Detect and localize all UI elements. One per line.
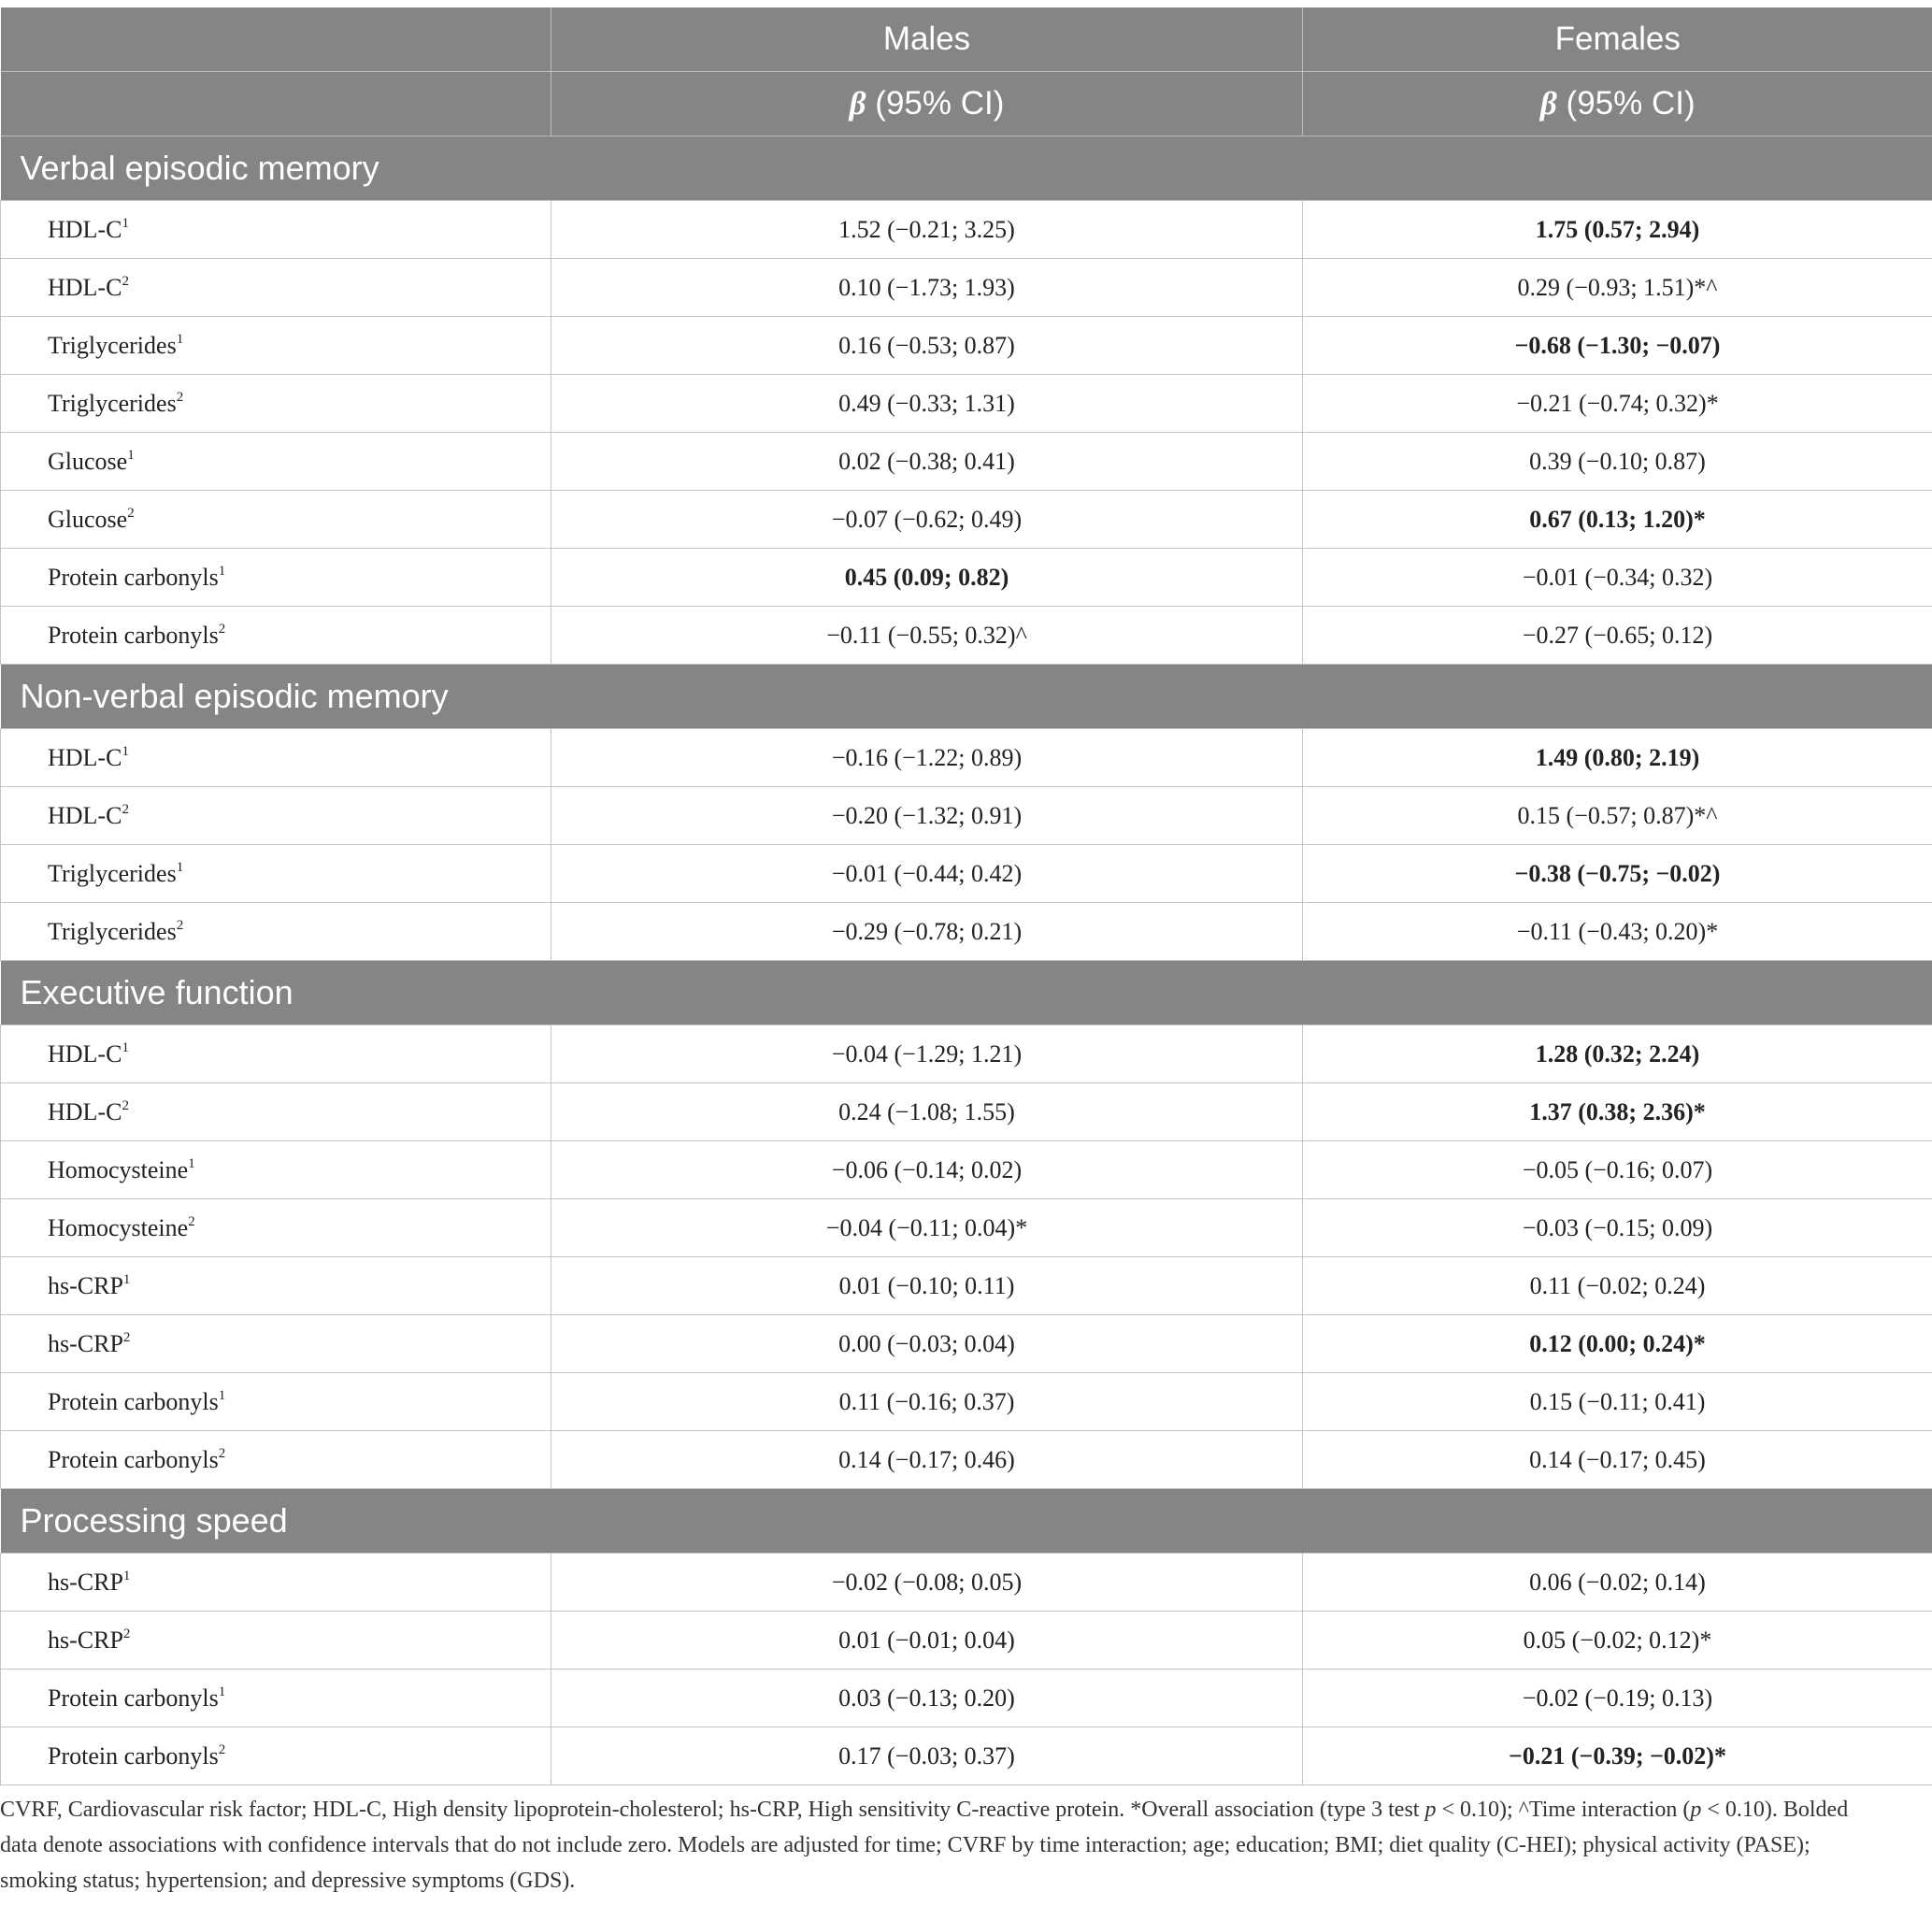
females-significance-marker: * [1706,389,1719,417]
males-value-cell [551,1727,1303,1785]
females-significance-marker: *^ [1694,801,1718,829]
risk-factor-cell [1,1315,551,1373]
risk-factor-cell [1,845,551,903]
risk-factor-label: Protein carbonyls [48,1445,219,1473]
risk-factor-label: hs-CRP [48,1271,123,1299]
males-value-cell [551,787,1303,845]
risk-factor-label: Glucose [48,505,128,533]
risk-factor-cell [1,1727,551,1785]
males-significance-marker: * [1015,1213,1028,1241]
males-value-cell [551,549,1303,607]
risk-factor-label: Protein carbonyls [48,563,219,591]
model-superscript: 1 [122,1568,131,1584]
males-beta-ci: −0.11 (−0.55; 0.32) [826,621,1016,649]
males-value-cell [551,1670,1303,1727]
females-significance-marker: * [1706,917,1719,945]
males-beta-ci: 0.45 (0.09; 0.82) [844,563,1009,591]
males-beta-ci: 0.01 (−0.10; 0.11) [838,1271,1015,1299]
risk-factor-label: Homocysteine [48,1155,189,1183]
model-superscript: 1 [188,1155,195,1171]
females-beta-ci: 0.15 (−0.11; 0.41) [1529,1387,1706,1415]
males-beta-ci: −0.04 (−1.29; 1.21) [831,1039,1023,1068]
header-females-stat [1303,72,1932,136]
males-value-cell [551,491,1303,549]
risk-factor-label: HDL-C [48,273,122,301]
table-row [1,317,1932,375]
males-value-cell [551,1083,1303,1141]
ci-label: (95% CI) [866,85,1005,122]
females-value-cell [1303,491,1932,549]
males-value-cell [551,259,1303,317]
risk-factor-cell [1,1257,551,1315]
section-header-row [1,665,1932,729]
risk-factor-cell [1,607,551,665]
model-superscript: 2 [176,389,184,405]
risk-factor-label: Homocysteine [48,1213,189,1241]
males-value-cell [551,433,1303,491]
footnote-part2: < 0.10); ^Time interaction ( [1436,1798,1691,1822]
section-title: Processing speed [1,1489,1932,1554]
risk-factor-label: Protein carbonyls [48,1387,219,1415]
risk-factor-label: HDL-C [48,801,122,829]
females-value-cell [1303,607,1932,665]
females-beta-ci: 0.12 (0.00; 0.24) [1529,1329,1694,1357]
table-row [1,259,1932,317]
males-beta-ci: 0.11 (−0.16; 0.37) [838,1387,1015,1415]
males-beta-ci: −0.07 (−0.62; 0.49) [831,505,1023,533]
model-superscript: 1 [176,859,184,875]
risk-factor-cell [1,491,551,549]
section-header-row [1,136,1932,201]
males-value-cell [551,729,1303,787]
risk-factor-cell [1,433,551,491]
table-row [1,729,1932,787]
model-superscript: 1 [122,215,129,231]
females-value-cell [1303,317,1932,375]
females-beta-ci: 1.28 (0.32; 2.24) [1535,1039,1700,1068]
males-value-cell [551,607,1303,665]
females-beta-ci: 0.14 (−0.17; 0.45) [1529,1445,1706,1473]
header-blank-cell-2 [1,72,551,136]
males-beta-ci: −0.16 (−1.22; 0.89) [831,743,1023,771]
females-beta-ci: −0.38 (−0.75; −0.02) [1514,859,1721,887]
females-significance-marker: * [1693,505,1706,533]
females-beta-ci: −0.21 (−0.74; 0.32) [1516,389,1707,417]
females-beta-ci: 1.75 (0.57; 2.94) [1535,215,1700,243]
females-beta-ci: 0.29 (−0.93; 1.51) [1517,273,1695,301]
females-value-cell [1303,433,1932,491]
females-value-cell [1303,845,1932,903]
females-beta-ci: 1.49 (0.80; 2.19) [1535,743,1700,771]
model-superscript: 1 [127,447,135,463]
females-value-cell [1303,1025,1932,1083]
females-beta-ci: −0.02 (−0.19; 0.13) [1522,1684,1713,1712]
males-value-cell [551,1431,1303,1489]
table-row [1,433,1932,491]
males-value-cell [551,845,1303,903]
table-row [1,845,1932,903]
males-value-cell [551,201,1303,259]
females-value-cell [1303,1554,1932,1612]
females-beta-ci: −0.01 (−0.34; 0.32) [1522,563,1713,591]
risk-factor-label: Triglycerides [48,917,177,945]
risk-factor-cell [1,787,551,845]
females-value-cell [1303,1373,1932,1431]
risk-factor-cell [1,1554,551,1612]
females-beta-ci: 0.05 (−0.02; 0.12) [1523,1626,1700,1654]
ci-label: (95% CI) [1556,85,1696,122]
females-beta-ci: 0.15 (−0.57; 0.87) [1517,801,1695,829]
table-footnote [0,1792,1888,1899]
table-row [1,787,1932,845]
males-beta-ci: 0.17 (−0.03; 0.37) [838,1741,1015,1770]
females-beta-ci: −0.27 (−0.65; 0.12) [1522,621,1713,649]
females-significance-marker: * [1699,1626,1712,1654]
table-row [1,201,1932,259]
model-superscript: 1 [122,1039,129,1055]
table-row [1,549,1932,607]
males-beta-ci: −0.02 (−0.08; 0.05) [831,1568,1023,1596]
risk-factor-label: Protein carbonyls [48,1684,219,1712]
males-value-cell [551,317,1303,375]
females-value-cell [1303,1083,1932,1141]
males-beta-ci: −0.06 (−0.14; 0.02) [831,1155,1023,1183]
males-beta-ci: 0.00 (−0.03; 0.04) [838,1329,1015,1357]
females-beta-ci: 0.06 (−0.02; 0.14) [1529,1568,1706,1596]
females-beta-ci: −0.11 (−0.43; 0.20) [1516,917,1707,945]
females-value-cell [1303,1199,1932,1257]
risk-factor-cell [1,729,551,787]
table-row [1,607,1932,665]
model-superscript: 1 [218,1684,226,1699]
footnote-part3: < 0.10). Bolded data denote associations with confidence intervals that do not include zero. Models are adjusted for time; CVRF by time interaction; age; education; BMI; diet quality (C-HEI); physical activity (PASE); smoking status; hypertension; and depressive symptoms (GDS). [0,1798,1849,1893]
males-beta-ci: 0.02 (−0.38; 0.41) [838,447,1015,475]
males-value-cell [551,1141,1303,1199]
table-row [1,491,1932,549]
beta-symbol: β [1539,85,1557,122]
header-row-groups [1,7,1932,72]
model-superscript: 2 [218,1445,226,1461]
table-row [1,1727,1932,1785]
table-row [1,1612,1932,1670]
males-beta-ci: −0.29 (−0.78; 0.21) [831,917,1023,945]
females-value-cell [1303,1257,1932,1315]
risk-factor-label: Triglycerides [48,859,177,887]
females-beta-ci: −0.03 (−0.15; 0.09) [1522,1213,1713,1241]
risk-factor-cell [1,1431,551,1489]
females-value-cell [1303,1431,1932,1489]
footnote-part1: CVRF, Cardiovascular risk factor; HDL-C, High density lipoprotein-cholesterol; hs-CRP, High sensitivity C-reactive protein. *Overall association (type 3 test [0,1798,1425,1822]
females-value-cell [1303,1727,1932,1785]
males-value-cell [551,1554,1303,1612]
risk-factor-cell [1,1025,551,1083]
males-value-cell [551,1199,1303,1257]
model-superscript: 1 [176,331,184,347]
table-row [1,903,1932,961]
table-row [1,1670,1932,1727]
header-females: Females [1303,7,1932,72]
males-beta-ci: 0.49 (−0.33; 1.31) [838,389,1015,417]
table-body [1,136,1932,1785]
risk-factor-cell [1,259,551,317]
males-value-cell [551,375,1303,433]
table-row [1,1257,1932,1315]
females-value-cell [1303,375,1932,433]
males-beta-ci: −0.01 (−0.44; 0.42) [831,859,1023,887]
header-males: Males [551,7,1303,72]
females-value-cell [1303,1670,1932,1727]
results-table [0,7,1932,1785]
females-value-cell [1303,549,1932,607]
table-row [1,1025,1932,1083]
females-significance-marker: *^ [1694,273,1718,301]
males-value-cell [551,1315,1303,1373]
males-significance-marker: ^ [1015,621,1027,649]
risk-factor-cell [1,1199,551,1257]
risk-factor-label: HDL-C [48,215,122,243]
model-superscript: 1 [218,1387,226,1403]
females-value-cell [1303,259,1932,317]
results-table-container [0,7,1932,1785]
males-value-cell [551,1257,1303,1315]
table-row [1,1199,1932,1257]
footnote-p-italic: p [1424,1798,1437,1822]
risk-factor-label: Triglycerides [48,389,177,417]
males-beta-ci: 0.16 (−0.53; 0.87) [838,331,1015,359]
table-row [1,1554,1932,1612]
risk-factor-cell [1,201,551,259]
risk-factor-cell [1,903,551,961]
header-row-stats [1,72,1932,136]
females-value-cell [1303,1141,1932,1199]
females-value-cell [1303,201,1932,259]
header-males-stat [551,72,1303,136]
model-superscript: 2 [122,273,129,289]
males-beta-ci: 0.10 (−1.73; 1.93) [838,273,1015,301]
risk-factor-label: Glucose [48,447,128,475]
model-superscript: 2 [127,505,135,521]
risk-factor-label: HDL-C [48,1039,122,1068]
model-superscript: 2 [122,1097,129,1113]
females-value-cell [1303,903,1932,961]
males-beta-ci: 0.14 (−0.17; 0.46) [838,1445,1015,1473]
females-beta-ci: 1.37 (0.38; 2.36) [1529,1097,1694,1125]
females-value-cell [1303,787,1932,845]
females-value-cell [1303,729,1932,787]
females-value-cell [1303,1315,1932,1373]
risk-factor-label: hs-CRP [48,1329,123,1357]
table-row [1,1083,1932,1141]
males-beta-ci: 0.03 (−0.13; 0.20) [838,1684,1015,1712]
females-beta-ci: 0.39 (−0.10; 0.87) [1529,447,1706,475]
model-superscript: 2 [176,917,184,933]
table-row [1,1431,1932,1489]
model-superscript: 2 [218,1741,226,1757]
footnote-p-italic: p [1690,1798,1702,1822]
risk-factor-label: hs-CRP [48,1568,123,1596]
males-value-cell [551,903,1303,961]
model-superscript: 2 [122,801,129,817]
risk-factor-cell [1,1670,551,1727]
males-beta-ci: 0.01 (−0.01; 0.04) [838,1626,1015,1654]
model-superscript: 2 [188,1213,195,1229]
section-title: Verbal episodic memory [1,136,1932,201]
model-superscript: 1 [218,563,226,579]
beta-symbol: β [849,85,866,122]
model-superscript: 1 [122,743,129,759]
males-beta-ci: −0.20 (−1.32; 0.91) [831,801,1023,829]
females-beta-ci: −0.68 (−1.30; −0.07) [1514,331,1721,359]
section-header-row [1,1489,1932,1554]
model-superscript: 2 [122,1626,131,1641]
risk-factor-label: Triglycerides [48,331,177,359]
risk-factor-label: HDL-C [48,743,122,771]
section-title: Non-verbal episodic memory [1,665,1932,729]
risk-factor-cell [1,1373,551,1431]
header-blank-cell [1,7,551,72]
risk-factor-label: hs-CRP [48,1626,123,1654]
model-superscript: 1 [122,1271,131,1287]
table-row [1,375,1932,433]
females-value-cell [1303,1612,1932,1670]
females-significance-marker: * [1693,1329,1706,1357]
model-superscript: 2 [122,1329,131,1345]
risk-factor-cell [1,1612,551,1670]
females-significance-marker: * [1713,1741,1726,1770]
risk-factor-label: Protein carbonyls [48,621,219,649]
females-significance-marker: * [1693,1097,1706,1125]
females-beta-ci: 0.11 (−0.02; 0.24) [1529,1271,1706,1299]
table-row [1,1373,1932,1431]
males-value-cell [551,1373,1303,1431]
risk-factor-label: Protein carbonyls [48,1741,219,1770]
males-beta-ci: 0.24 (−1.08; 1.55) [838,1097,1015,1125]
risk-factor-cell [1,549,551,607]
females-beta-ci: 0.67 (0.13; 1.20) [1529,505,1694,533]
risk-factor-cell [1,375,551,433]
females-beta-ci: −0.21 (−0.39; −0.02) [1509,1741,1714,1770]
males-value-cell [551,1025,1303,1083]
section-title: Executive function [1,961,1932,1025]
males-value-cell [551,1612,1303,1670]
risk-factor-cell [1,317,551,375]
table-row [1,1141,1932,1199]
males-beta-ci: −0.04 (−0.11; 0.04) [825,1213,1016,1241]
risk-factor-cell [1,1141,551,1199]
risk-factor-cell [1,1083,551,1141]
table-row [1,1315,1932,1373]
females-beta-ci: −0.05 (−0.16; 0.07) [1522,1155,1713,1183]
model-superscript: 2 [218,621,226,637]
risk-factor-label: HDL-C [48,1097,122,1125]
table-header [1,7,1932,136]
section-header-row [1,961,1932,1025]
males-beta-ci: 1.52 (−0.21; 3.25) [838,215,1015,243]
